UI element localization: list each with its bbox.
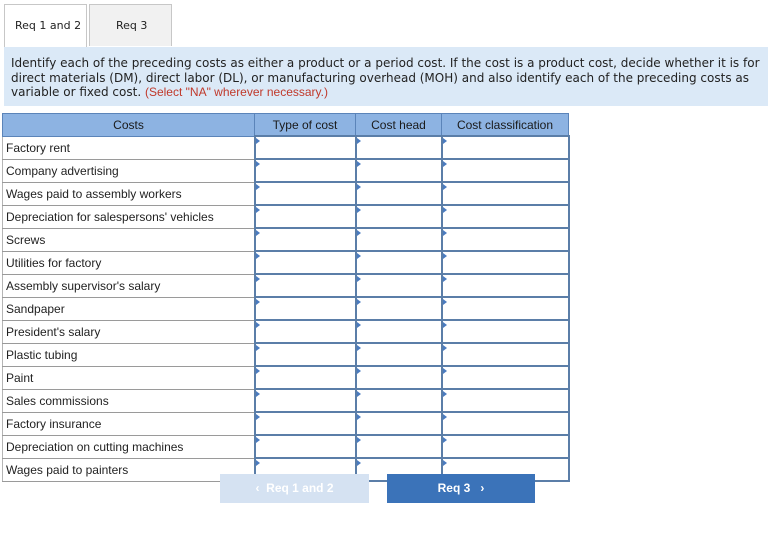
type-of-cost-select[interactable]	[255, 274, 356, 297]
table-row	[3, 274, 569, 297]
cost-classification-select[interactable]	[442, 228, 569, 251]
cost-classification-select[interactable]	[442, 435, 569, 458]
dropdown-marker-icon	[357, 276, 361, 282]
type-of-cost-select[interactable]	[255, 136, 356, 159]
cost-item-label: Depreciation on cutting machines	[3, 435, 255, 458]
tab-req-1-and-2[interactable]: Req 1 and 2	[4, 4, 87, 47]
dropdown-marker-icon	[357, 345, 361, 351]
cost-head-select[interactable]	[356, 412, 442, 435]
dropdown-marker-icon	[256, 138, 260, 144]
cost-head-select[interactable]	[356, 159, 442, 182]
table-row	[3, 320, 569, 343]
cost-classification-select[interactable]	[442, 343, 569, 366]
chevron-right-icon: ›	[480, 481, 485, 495]
cost-classification-select[interactable]	[442, 366, 569, 389]
cost-classification-select[interactable]	[442, 320, 569, 343]
type-of-cost-select[interactable]	[255, 435, 356, 458]
table-row	[3, 435, 569, 458]
table-row	[3, 182, 569, 205]
dropdown-marker-icon	[443, 368, 447, 374]
type-of-cost-select[interactable]	[255, 182, 356, 205]
cost-item-label: Screws	[3, 228, 255, 251]
type-of-cost-select[interactable]	[255, 389, 356, 412]
cost-item-label: President's salary	[3, 320, 255, 343]
instructions-text: Identify each of the preceding costs as either a product or a period cost. If the cost is a product cost, decide whether it is for direct materials (DM), direct labor (DL), or manufacturing overhead (MOH) and also identify each of the preceding costs as variable or fixed cost.	[11, 56, 760, 99]
cost-classification-select[interactable]	[442, 412, 569, 435]
cost-classification-select[interactable]	[442, 136, 569, 159]
table-row	[3, 343, 569, 366]
next-req-label: Req 3	[437, 481, 471, 495]
cost-item-label: Depreciation for salespersons' vehicles	[3, 205, 255, 228]
dropdown-marker-icon	[357, 391, 361, 397]
dropdown-marker-icon	[357, 299, 361, 305]
dropdown-marker-icon	[357, 207, 361, 213]
dropdown-marker-icon	[357, 322, 361, 328]
dropdown-marker-icon	[443, 161, 447, 167]
dropdown-marker-icon	[256, 230, 260, 236]
dropdown-marker-icon	[256, 322, 260, 328]
next-req-button[interactable]	[387, 474, 535, 503]
type-of-cost-select[interactable]	[255, 343, 356, 366]
header-cost-classification: Cost classification	[442, 114, 569, 137]
cost-head-select[interactable]	[356, 136, 442, 159]
dropdown-marker-icon	[443, 138, 447, 144]
cost-classification-select[interactable]	[442, 297, 569, 320]
type-of-cost-select[interactable]	[255, 251, 356, 274]
cost-item-label: Assembly supervisor's salary	[3, 274, 255, 297]
cost-classification-select[interactable]	[442, 159, 569, 182]
dropdown-marker-icon	[256, 391, 260, 397]
cost-classification-select[interactable]	[442, 389, 569, 412]
cost-head-select[interactable]	[356, 320, 442, 343]
cost-item-label: Sandpaper	[3, 297, 255, 320]
dropdown-marker-icon	[443, 253, 447, 259]
header-costs: Costs	[3, 114, 255, 137]
dropdown-marker-icon	[256, 460, 260, 466]
dropdown-marker-icon	[443, 207, 447, 213]
table-row	[3, 136, 569, 159]
table-row	[3, 251, 569, 274]
cost-head-select[interactable]	[356, 389, 442, 412]
dropdown-marker-icon	[256, 184, 260, 190]
prev-req-button[interactable]	[220, 474, 369, 503]
cost-item-label: Company advertising	[3, 159, 255, 182]
cost-head-select[interactable]	[356, 343, 442, 366]
dropdown-marker-icon	[443, 276, 447, 282]
cost-head-select[interactable]	[356, 366, 442, 389]
cost-head-select[interactable]	[356, 297, 442, 320]
table-row	[3, 297, 569, 320]
instructions-panel	[4, 47, 768, 106]
dropdown-marker-icon	[357, 230, 361, 236]
cost-classification-select[interactable]	[442, 274, 569, 297]
dropdown-marker-icon	[256, 299, 260, 305]
dropdown-marker-icon	[256, 276, 260, 282]
header-type-of-cost: Type of cost	[255, 114, 356, 137]
dropdown-marker-icon	[443, 391, 447, 397]
dropdown-marker-icon	[443, 299, 447, 305]
dropdown-marker-icon	[443, 460, 447, 466]
cost-classification-select[interactable]	[442, 205, 569, 228]
dropdown-marker-icon	[357, 368, 361, 374]
table-row	[3, 159, 569, 182]
cost-head-select[interactable]	[356, 182, 442, 205]
cost-item-label: Plastic tubing	[3, 343, 255, 366]
dropdown-marker-icon	[357, 161, 361, 167]
type-of-cost-select[interactable]	[255, 228, 356, 251]
tab-req-3[interactable]: Req 3	[89, 4, 172, 46]
cost-head-select[interactable]	[356, 435, 442, 458]
cost-item-label: Utilities for factory	[3, 251, 255, 274]
dropdown-marker-icon	[443, 322, 447, 328]
cost-head-select[interactable]	[356, 228, 442, 251]
cost-head-select[interactable]	[356, 274, 442, 297]
cost-item-label: Factory rent	[3, 136, 255, 159]
dropdown-marker-icon	[443, 345, 447, 351]
dropdown-marker-icon	[357, 253, 361, 259]
dropdown-marker-icon	[443, 184, 447, 190]
type-of-cost-select[interactable]	[255, 320, 356, 343]
dropdown-marker-icon	[357, 414, 361, 420]
dropdown-marker-icon	[357, 437, 361, 443]
header-cost-head: Cost head	[356, 114, 442, 137]
type-of-cost-select[interactable]	[255, 205, 356, 228]
dropdown-marker-icon	[443, 414, 447, 420]
instructions-hint: (Select "NA" wherever necessary.)	[144, 85, 328, 99]
cost-item-label: Wages paid to assembly workers	[3, 182, 255, 205]
table-row	[3, 205, 569, 228]
table-row	[3, 228, 569, 251]
cost-classification-select[interactable]	[442, 182, 569, 205]
type-of-cost-select[interactable]	[255, 412, 356, 435]
dropdown-marker-icon	[357, 460, 361, 466]
cost-item-label: Factory insurance	[3, 412, 255, 435]
type-of-cost-select[interactable]	[255, 159, 356, 182]
cost-classification-table	[2, 113, 570, 482]
type-of-cost-select[interactable]	[255, 297, 356, 320]
table-row	[3, 412, 569, 435]
dropdown-marker-icon	[256, 368, 260, 374]
dropdown-marker-icon	[256, 345, 260, 351]
dropdown-marker-icon	[357, 138, 361, 144]
prev-req-label: Req 1 and 2	[266, 481, 334, 495]
cost-head-select[interactable]	[356, 205, 442, 228]
dropdown-marker-icon	[443, 437, 447, 443]
dropdown-marker-icon	[256, 207, 260, 213]
dropdown-marker-icon	[256, 253, 260, 259]
chevron-left-icon: ‹	[255, 481, 260, 495]
table-row	[3, 389, 569, 412]
dropdown-marker-icon	[256, 414, 260, 420]
table-header-row	[3, 114, 569, 137]
cost-head-select[interactable]	[356, 251, 442, 274]
dropdown-marker-icon	[443, 230, 447, 236]
dropdown-marker-icon	[256, 161, 260, 167]
cost-item-label: Paint	[3, 366, 255, 389]
cost-item-label: Wages paid to painters	[3, 458, 255, 481]
table-row	[3, 366, 569, 389]
cost-item-label: Sales commissions	[3, 389, 255, 412]
type-of-cost-select[interactable]	[255, 366, 356, 389]
cost-classification-select[interactable]	[442, 251, 569, 274]
dropdown-marker-icon	[357, 184, 361, 190]
dropdown-marker-icon	[256, 437, 260, 443]
